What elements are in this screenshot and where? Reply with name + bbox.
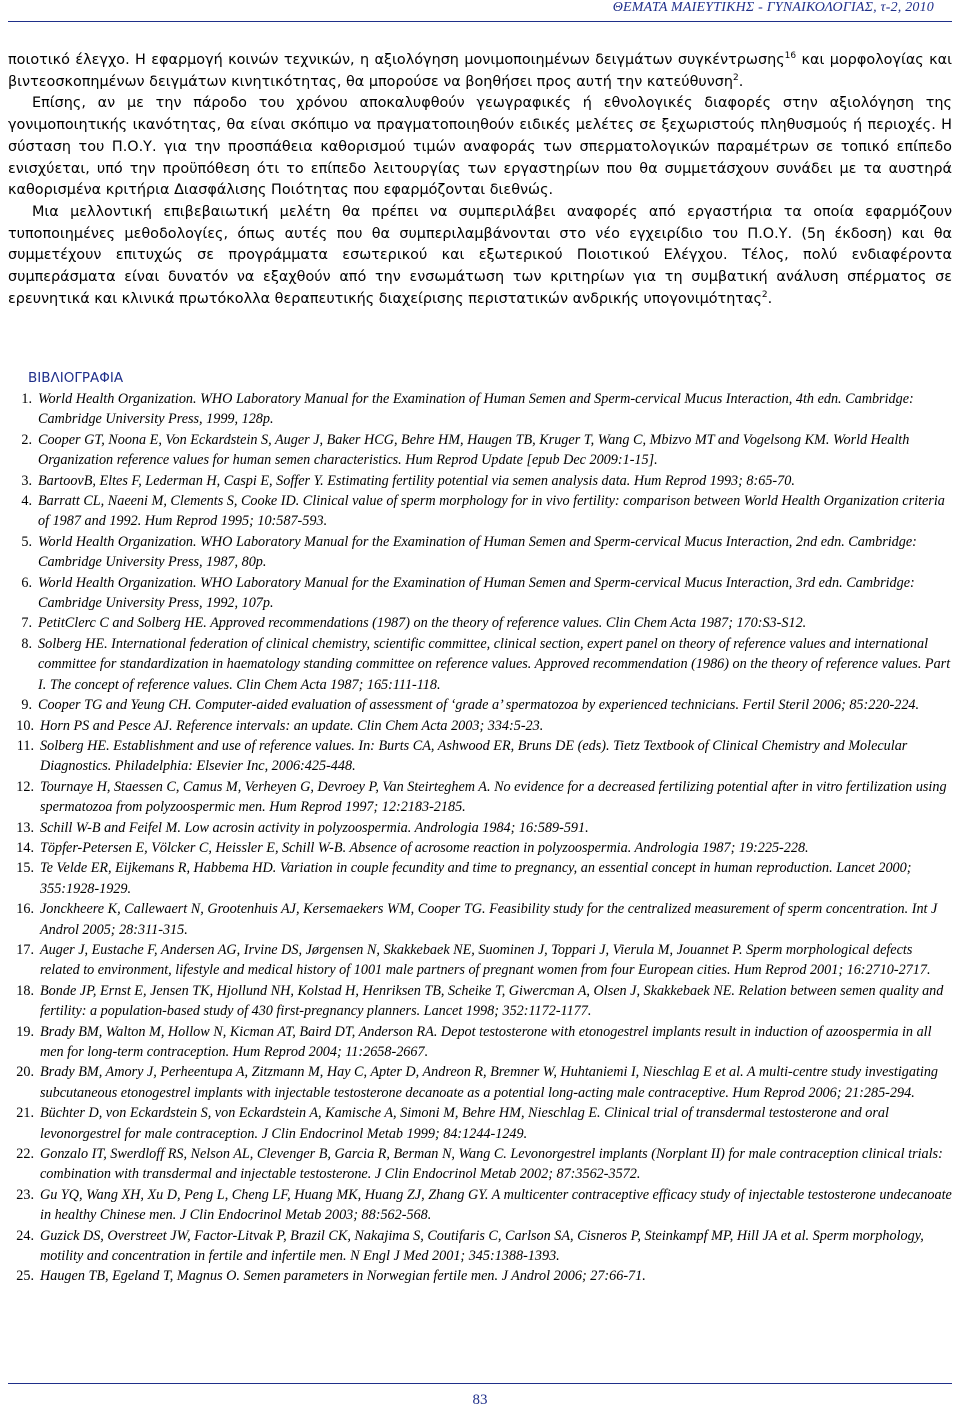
reference-number: 4. [21, 493, 32, 510]
reference-text: Solberg HE. Establishment and use of reference values. In: Burts CA, Ashwood ER, Bruns DE (eds). Tietz Textbook of Clinical Chemistry and Molecular Diagnostics. Philadelphia: Elsevier Inc, 2006:425-448. [40, 737, 908, 775]
running-header: ΘΕΜΑΤΑ ΜΑΙΕΥΤΙΚΗΣ - ΓΥΝΑΙΚΟΛΟΓΙΑΣ, τ-2, 2010 [612, 0, 934, 15]
bibliography-title: ΒΙΒΛΙΟΓΡΑΦΙΑ [28, 370, 124, 386]
reference-item [16, 634, 952, 695]
reference-item [16, 858, 952, 899]
reference-number: 3. [21, 472, 32, 489]
reference-item [16, 818, 952, 838]
reference-text: Brady BM, Walton M, Hollow N, Kicman AT, Baird DT, Anderson RA. Depot testosterone with etonogestrel implants result in induction of azoospermia in all men for long-term contraception. Hum Reprod 2004; 11:2658-2667. [40, 1023, 932, 1060]
reference-text: World Health Organization. WHO Laboratory Manual for the Examination of Human Semen and Sperm-cervical Mucus Interaction, 4th edn. Cambridge: Cambridge University Press, 1999, 128p. [38, 391, 914, 428]
reference-text: Brady BM, Amory J, Perheentupa A, Zitzmann M, Hay C, Apter D, Andreon R, Bremner W, Huhtaniemi I, Nieschlag E et al. A multi-centre study investigating subcutaneous etonogestrel implants with injectable testosterone decanoate as a potential long-acting male contraceptive. Hum Reprod 2006; 21:285-294. [40, 1064, 939, 1101]
reference-number: 5. [21, 533, 32, 550]
paragraph-3: Μια μελλοντική επιβεβαιωτική μελέτη θα πρέπει να συμπεριλάβει αναφορές από εργαστήρια τα οποία εφαρμόζουν τυποποιημένες μεθοδολογίες, όπως αυτές που θα συμπεριλαμβάνονται στο νέο εγχειρίδιο του Π.Ο.Υ. (5η έκδοση) και θα συμμετέχουν επιτυχώς σε προγράμματα εσωτερικού και εξωτερικού Ποιοτικού Ελέγχου. Τέλος, πολύ ενδιαφέροντα συμπεράσματα είναι δυνατόν να εξαχθούν από την ενσωμάτωση των κριτηρίων για τη συμβατική ανάλυση σπέρματος σε ερευνητικά και κλινικά πρωτόκολλα θεραπευτικής διαχείρισης περιστατικών ανδρικής υπογονιμότητας$^2$. [8, 203, 952, 307]
reference-text: Bonde JP, Ernst E, Jensen TK, Hjollund NH, Kolstad H, Henriksen TB, Scheike T, Giwercman A, Olsen J, Skakkebaek NE. Relation between semen quality and fertility: a population-based study of 430 first-pregnancy planners. Lancet 1998; 352:1172-1177. [40, 982, 944, 1020]
reference-text: Jonckheere K, Callewaert N, Grootenhuis AJ, Kersemaekers WM, Cooper TG. Feasibility study for the centralized measurement of sperm concentration. Int J Androl 2005; 28:311-315. [40, 901, 938, 938]
reference-text: Auger J, Eustache F, Andersen AG, Irvine DS, Jørgensen N, Skakkebaek NE, Suominen J, Toppari J, Vierula M, Jouannet P. Sperm morphological defects related to environment, lifestyle and medical history of 1001 male partners of pregnant women from four European cities. Hum Reprod 2001; 16:2710-2717. [40, 941, 931, 979]
reference-item [16, 532, 952, 573]
reference-item [16, 613, 952, 633]
reference-number: 25. [16, 1268, 34, 1285]
reference-text: Cooper GT, Noona E, Von Eckardstein S, Auger J, Baker HCG, Behre HM, Haugen TB, Kruger T, Wang C, Mbizvo MT and Vogelsong KM. World Health Organization reference values for human semen characteristics. Hum Reprod Update [epub Dec 2009:1-15]. [38, 431, 910, 469]
reference-number: 19. [16, 1023, 34, 1040]
reference-item [16, 389, 952, 430]
reference-text: World Health Organization. WHO Laboratory Manual for the Examination of Human Semen and Sperm-cervical Mucus Interaction, 3rd edn. Cambridge: Cambridge University Press, 1992, 107p. [38, 574, 915, 612]
reference-item [16, 940, 952, 981]
reference-text: Gonzalo IT, Swerdloff RS, Nelson AL, Clevenger B, Garcia R, Berman N, Wang C. Levonorgestrel implants (Norplant II) for male contraception clinical trials: combination with transdermal and injectable testosterone. J Clin Endocrinol Metab 2002; 87:3562-3572. [40, 1146, 943, 1183]
reference-text: Te Velde ER, Eijkemans R, Habbema HD. Variation in couple fecundity and time to pregnancy, an essential concept in human reproduction. Lancet 2000; 355:1928-1929. [40, 860, 912, 897]
reference-item [16, 1103, 952, 1144]
reference-text: BartoovB, Eltes F, Lederman H, Caspi E, Soffer Y. Estimating fertility potential via semen analysis data. Hum Reprod 1993; 8:65-70. [38, 472, 795, 489]
reference-item [16, 1062, 952, 1103]
reference-number: 6. [21, 574, 32, 591]
reference-number: 23. [16, 1186, 34, 1203]
reference-text: PetitClerc C and Solberg HE. Approved recommendations (1987) on the theory of reference values. Clin Chem Acta 1987; 170:S3-S12. [38, 615, 807, 632]
reference-number: 8. [21, 635, 32, 652]
reference-list [8, 389, 952, 1287]
reference-text: Büchter D, von Eckardstein S, von Eckardstein A, Kamische A, Simoni M, Behre HM, Nieschlag E. Clinical trial of transdermal testosterone and oral levonorgestrel for male contraception. J Clin Endocrinol Metab 1999; 84:1244-1249. [40, 1105, 889, 1142]
reference-text: Tournaye H, Staessen C, Camus M, Verheyen G, Devroey P, Van Steirteghem A. No evidence for a decreased fertilizing potential after in vitro fertilization using spermatozoa from polyzoospermic men. Hum Reprod 1997; 12:2183-2185. [40, 778, 947, 816]
reference-number: 16. [16, 901, 34, 918]
reference-item [16, 695, 952, 715]
reference-number: 11. [16, 737, 34, 754]
reference-text: Cooper TG and Yeung CH. Computer-aided evaluation of assessment of ‘grade a’ spermatozoa by experienced technicians. Fertil Steril 2006; 85:220-224. [38, 697, 920, 714]
reference-item [16, 777, 952, 818]
reference-item [16, 981, 952, 1022]
reference-number: 22. [16, 1146, 34, 1163]
reference-item [16, 1185, 952, 1226]
reference-number: 10. [16, 717, 34, 734]
reference-item [16, 573, 952, 614]
reference-item [16, 1226, 952, 1267]
reference-number: 20. [16, 1064, 34, 1081]
reference-text: Solberg HE. International federation of clinical chemistry, scientific committee, clinical section, expert panel on theory of reference values and international committee for standardization in haematology standing committee on reference values. Approved recommendation (1986) on the theory of reference values. Part I. The concept of reference values. Clin Chem Acta 1987; 165:111-118. [38, 635, 951, 693]
reference-item [16, 491, 952, 532]
header-rule [8, 21, 952, 22]
footer-rule [8, 1383, 952, 1384]
reference-text: Töpfer-Petersen E, Völcker C, Heissler E, Schill W-B. Absence of acrosome reaction in polyzoospermia. Andrologia 1987; 19:225-228. [40, 839, 809, 856]
reference-number: 17. [16, 941, 34, 958]
reference-item [16, 1022, 952, 1063]
reference-text: Haugen TB, Egeland T, Magnus O. Semen parameters in Norwegian fertile men. J Androl 2006; 27:66-71. [40, 1268, 646, 1285]
reference-item [16, 1144, 952, 1185]
reference-item [16, 899, 952, 940]
reference-number: 14. [16, 839, 34, 856]
reference-item [16, 736, 952, 777]
reference-number: 21. [16, 1105, 34, 1122]
reference-number: 1. [21, 391, 32, 407]
reference-number: 2. [21, 431, 32, 448]
superscript-ref: 2 [733, 72, 739, 83]
reference-item [16, 1266, 952, 1286]
reference-item [16, 430, 952, 471]
reference-number: 12. [16, 778, 34, 795]
paragraph-2: Επίσης, αν με την πάροδο του χρόνου αποκαλυφθούν γεωγραφικές ή εθνολογικές διαφορές στην αξιολόγηση της γονιμοποιητικής ικανότητας, θα είναι σκόπιμο να πραγματοποιηθούν ειδικές μελέτες σε ξεχωριστούς πληθυσμούς ή περιοχές. Η σύσταση του Π.Ο.Υ. για την προσπάθεια καθορισμού τιμών αναφοράς των σπερματολογικών παραμέτρων σε τοπικό επίπεδο ενισχύεται, υπό την προϋπόθεση ότι το επίπεδο λειτουργίας των εργαστηρίων που θα συμμετάσχουν συνάδει με τα αυστηρά καθορισμένα κριτήρια Διασφάλισης Ποιότητας που εφαρμόζονται διεθνώς. [8, 95, 952, 199]
reference-number: 13. [16, 819, 34, 836]
superscript-ref: 2 [761, 289, 768, 300]
reference-text: World Health Organization. WHO Laboratory Manual for the Examination of Human Semen and Sperm-cervical Mucus Interaction, 2nd edn. Cambridge: Cambridge University Press, 1987, 80p. [38, 533, 917, 571]
reference-number: 9. [21, 697, 32, 714]
reference-number: 24. [16, 1227, 34, 1244]
paragraph-1: ποιοτικό έλεγχο. Η εφαρμογή κοινών τεχνικών, η αξιολόγηση μονιμοποιημένων δειγμάτων συγκέντρωσης$^{16}$ και μορφολογίας και βιντεοσκοπημένων δειγμάτων κινητικότητας, θα μπορούσε να βοηθήσει προς αυτή την κατεύθυνση$^2$. [8, 51, 952, 90]
reference-text: Gu YQ, Wang XH, Xu D, Peng L, Cheng LF, Huang MK, Huang ZJ, Zhang GY. A multicenter contraceptive efficacy study of injectable testosterone undecanoate in healthy Chinese men. J Clin Endocrinol Metab 2003; 88:562-568. [40, 1186, 952, 1224]
reference-text: Horn PS and Pesce AJ. Reference intervals: an update. Clin Chem Acta 2003; 334:5-23. [40, 717, 544, 734]
reference-item [16, 838, 952, 858]
reference-number: 15. [16, 860, 34, 877]
reference-number: 7. [21, 615, 32, 632]
reference-text: Guzick DS, Overstreet JW, Factor-Litvak P, Brazil CK, Nakajima S, Coutifaris C, Carlson SA, Cisneros P, Steinkampf MP, Hill JA et al. Sperm morphology, motility and concentration in fertile and infertile men. N Engl J Med 2001; 345:1388-1393. [40, 1227, 924, 1265]
reference-item [16, 716, 952, 736]
reference-text: Barratt CL, Naeeni M, Clements S, Cooke ID. Clinical value of sperm morphology for in vivo fertility: comparison between World Health Organization criteria of 1987 and 1992. Hum Reprod 1995; 10:587-593. [38, 493, 945, 530]
page-number: 83 [472, 1392, 488, 1408]
body-text [8, 50, 952, 310]
reference-text: Schill W-B and Feifel M. Low acrosin activity in polyzoospermia. Andrologia 1984; 16:589-591. [40, 819, 589, 836]
reference-number: 18. [16, 982, 34, 999]
reference-item [16, 471, 952, 491]
superscript-ref: 16 [784, 51, 797, 61]
